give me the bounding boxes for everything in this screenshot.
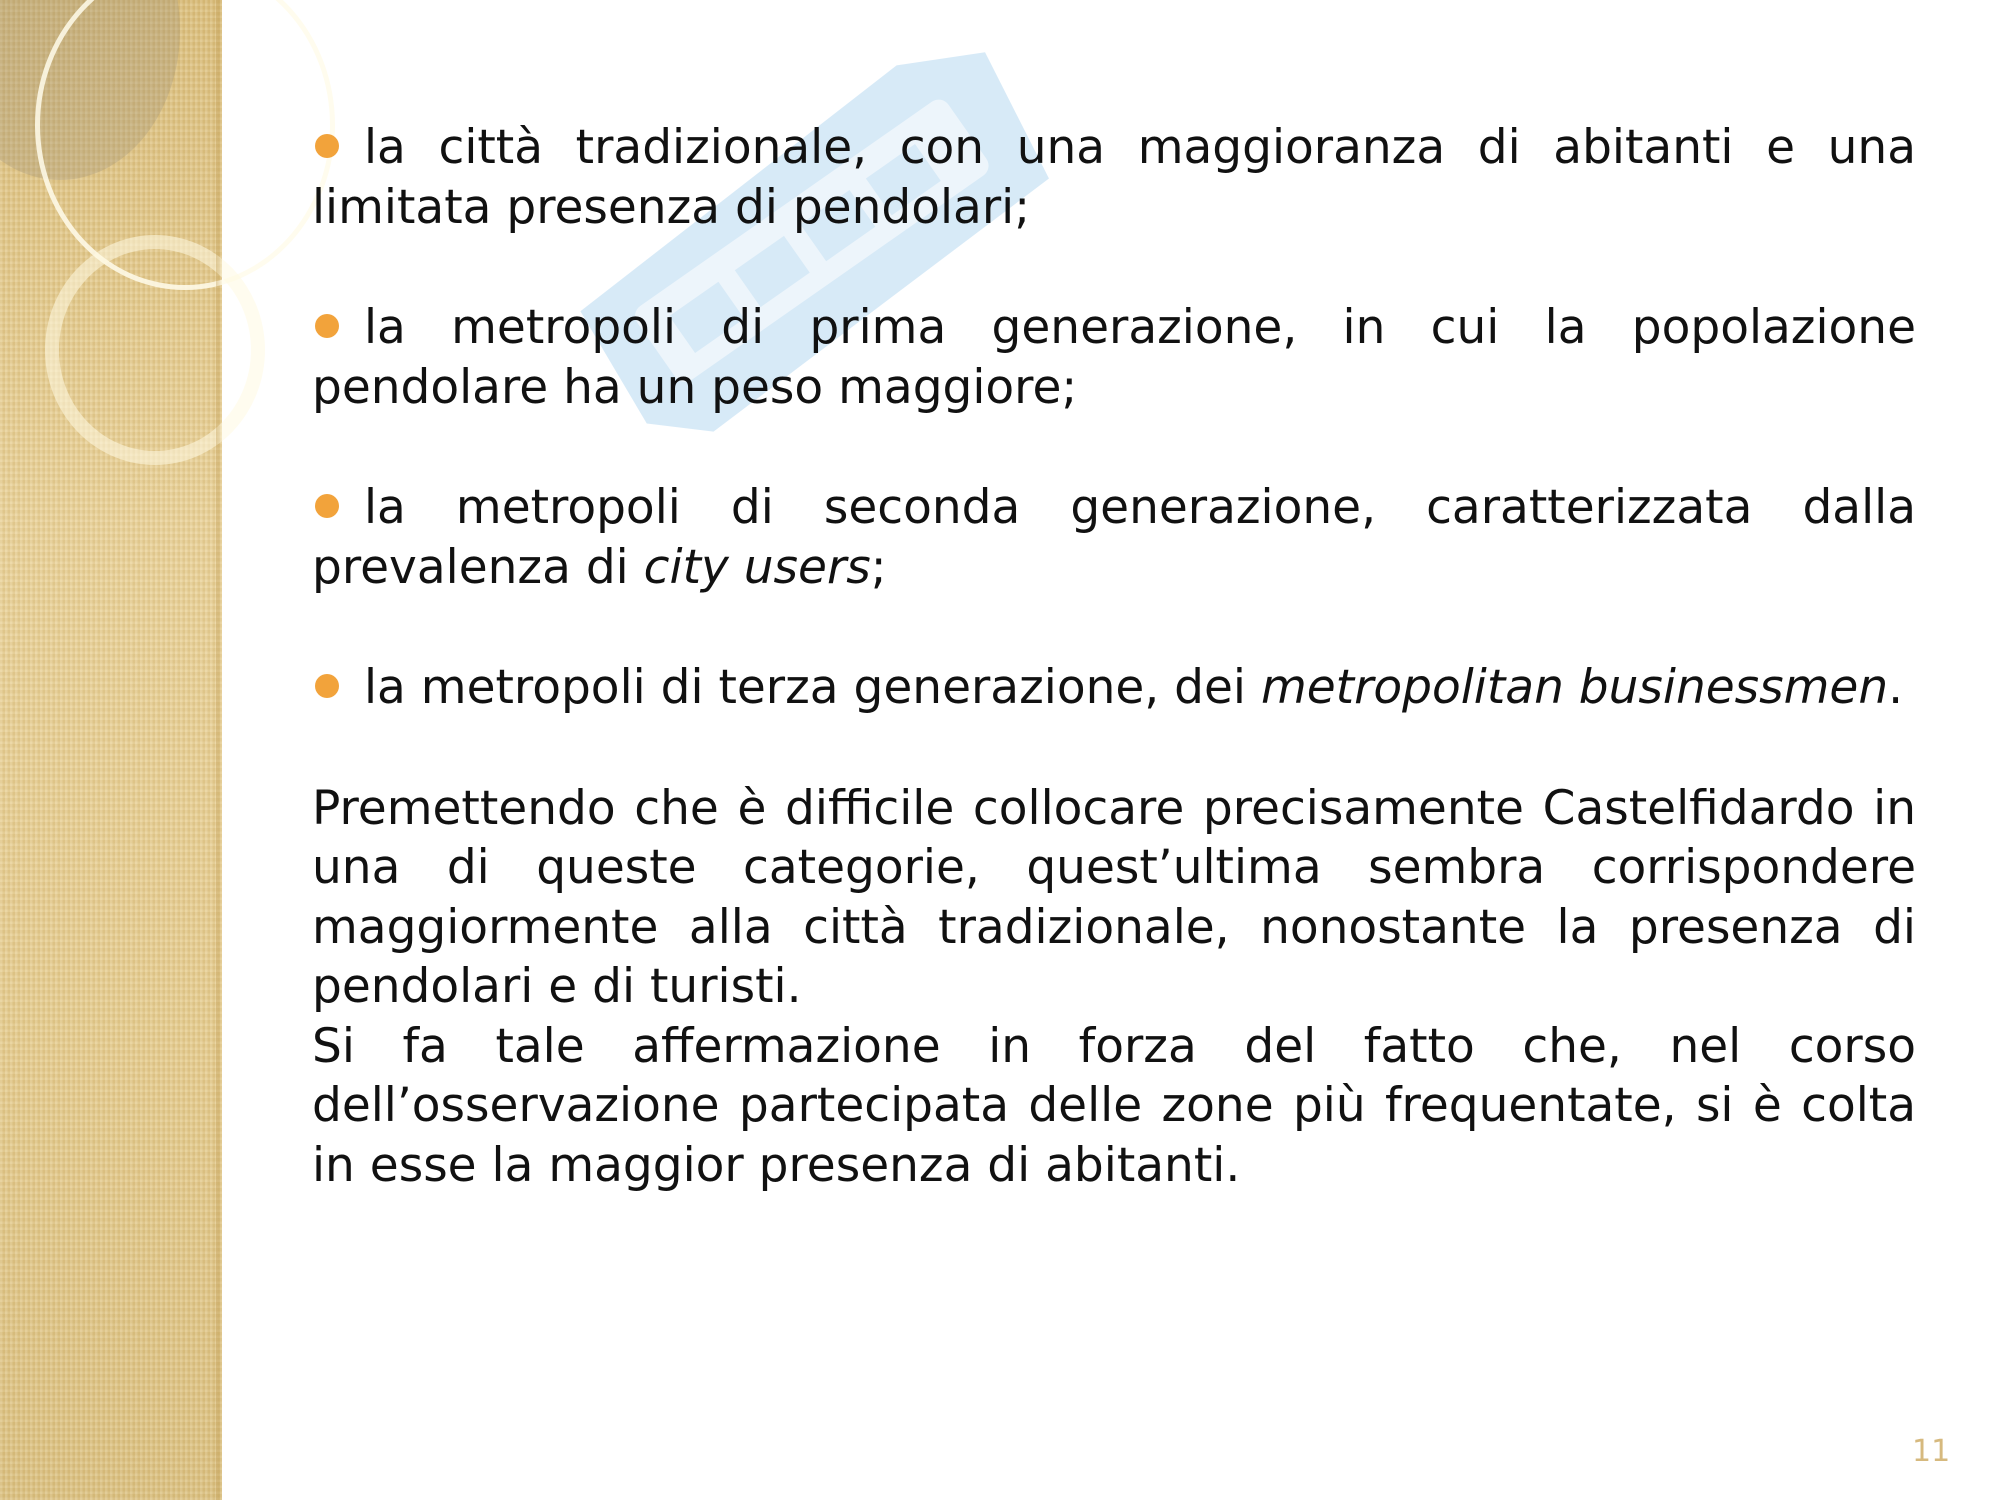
bullet-text: la città tradizionale, con una maggioranza di abitanti e una limitata presenza di pendolari;	[312, 120, 1916, 235]
bullet-text: ;	[870, 539, 887, 595]
body-paragraph: Si fa tale affermazione in forza del fatto che, nel corso dell’osservazione partecipata delle zone più frequentate, si è colta in esse la maggior presenza di abitanti.	[312, 1018, 1916, 1193]
slide-content	[312, 118, 1916, 1195]
decorative-ring-icon	[45, 235, 265, 465]
bullet-dot-icon	[315, 134, 339, 158]
bullet-text-italic: city users	[643, 539, 871, 595]
page-number: 11	[1912, 1434, 1951, 1469]
bullet-text: la metropoli di seconda generazione, caratterizzata dalla prevalenza di	[312, 480, 1916, 595]
decorative-sidebar	[0, 0, 222, 1500]
bullet-dot-icon	[315, 494, 339, 518]
bullet-item	[312, 118, 1916, 237]
sidebar-edge	[216, 0, 222, 1500]
bullet-text-italic: metropolitan businessmen	[1260, 660, 1889, 715]
bullet-item	[312, 478, 1916, 597]
body-paragraph: Premettendo che è difficile collocare precisamente Castelfidardo in una di queste categorie, quest’ultima sembra corrispondere maggiormente alla città tradizionale, nonostante la presenza di pendolari e di turisti.	[312, 780, 1916, 1014]
bullet-dot-icon	[315, 314, 339, 338]
bullet-text: la metropoli di prima generazione, in cui la popolazione pendolare ha un peso maggiore;	[312, 300, 1916, 415]
bullet-item	[312, 298, 1916, 417]
bullet-dot-icon	[315, 674, 339, 698]
bullet-text: la metropoli di terza generazione, dei	[364, 660, 1261, 715]
bullet-item	[312, 658, 1916, 718]
bullet-text: .	[1888, 660, 1904, 715]
